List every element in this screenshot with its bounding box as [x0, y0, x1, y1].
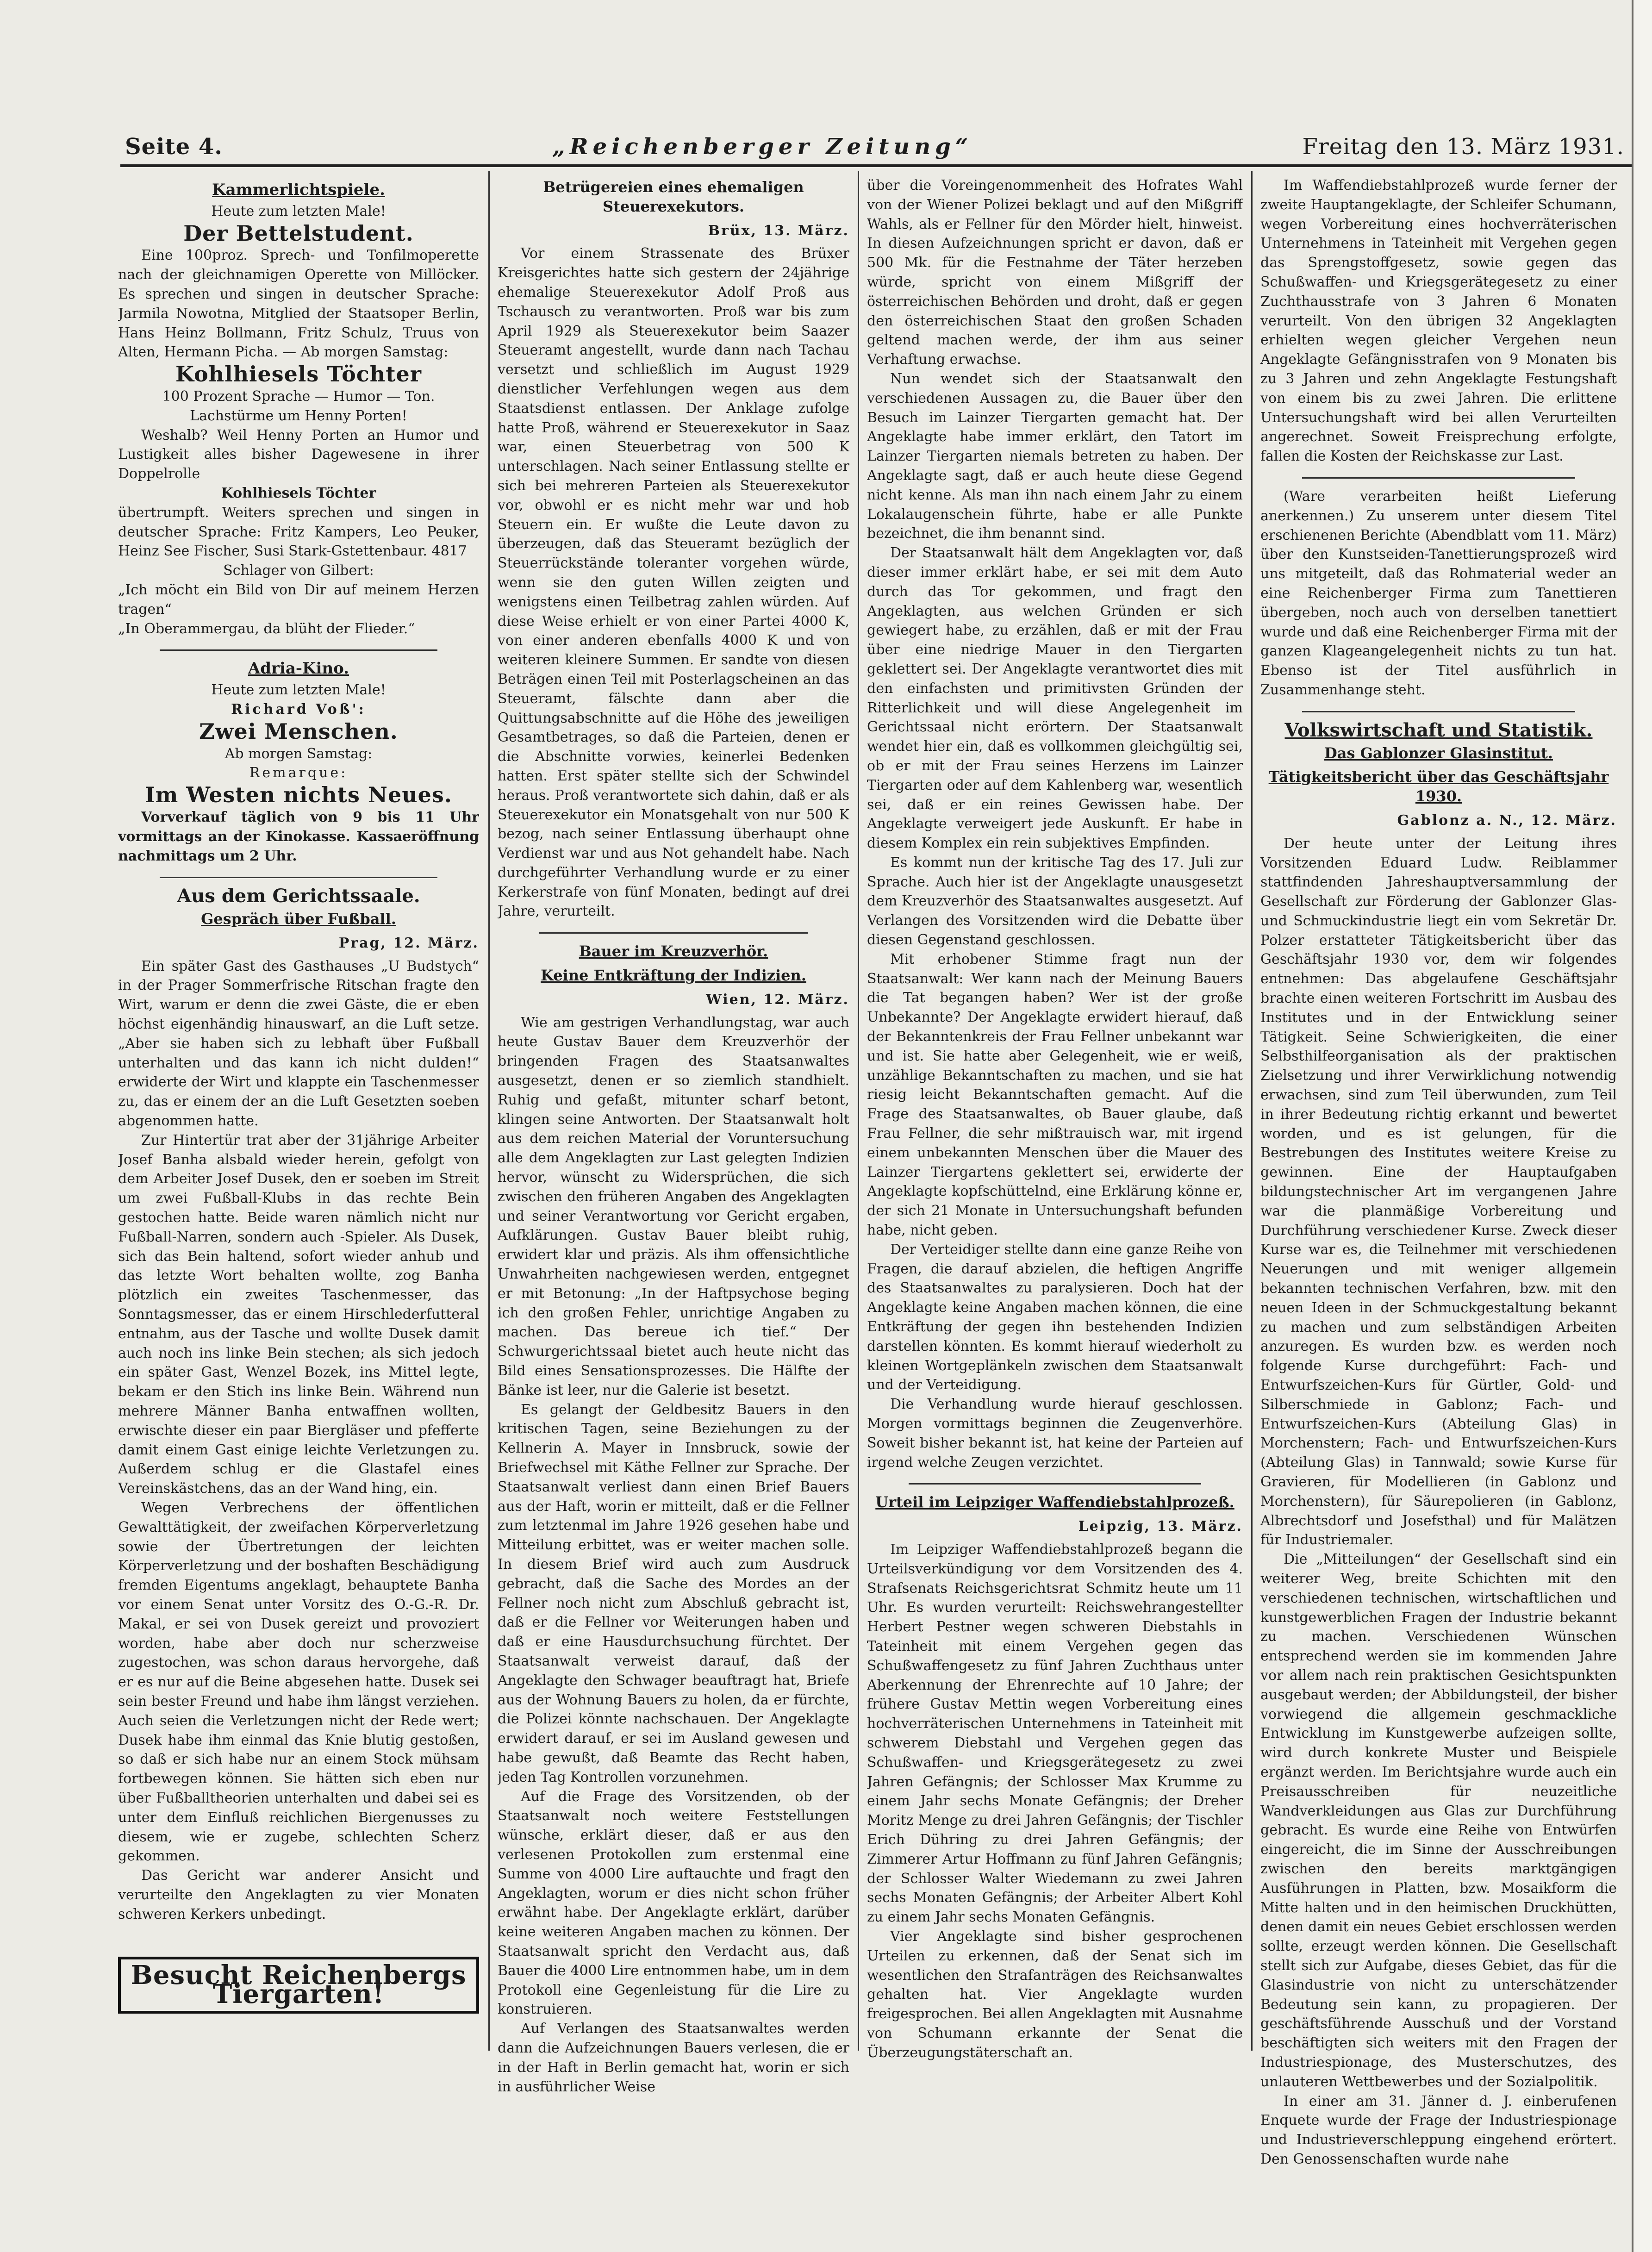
separator: [160, 877, 437, 878]
article-paragraph: Der Verteidiger stellte dann eine ganze Reihe von Fragen, die darauf abzielen, die heftigen Angriffe des Staatsanwaltes zu paralysieren. Doch hat der Angeklagte keine Angaben machen können, die eine Entkräftung der gegen ihn bestehenden Indizien darstellen könnten. Es kommt hierauf wiederholt zu kleinen Wortgeplänkeln zwischen dem Staatsanwalt und der Verteidigung.: [867, 1241, 1243, 1393]
column-divider: [858, 171, 859, 2051]
film-author: Remarque:: [249, 765, 348, 781]
article-paragraph: Es gelangt der Geldbesitz Bauers in den kritischen Tagen, seine Beziehungen zu der Kellnerin A. Mayer in Innsbruck, sowie der Briefwechsel mit Käthe Fellner zur Sprache. Der Staatsanwalt verliest dann einen Brief Bauers aus der Haft, worin er mitteilt, daß er die Fellner zum letztenmal im Jahre 1926 gesehen habe und Mitteilung erbittet, was er weiter machen solle. In diesem Brief wird auch zum Ausdruck gebracht, daß die Sache des Mordes an der Fellner noch nicht zum Abschluß gebracht ist, daß er die Fellner vor Weiterungen haben und daß er eine Hausdurchsuchung fürchtet. Der Staatsanwalt verweist darauf, daß der Angeklagte den Schwager beauftragt hat, Briefe aus der Wohnung Bauers zu holen, da er fürchte, die Polizei könnte nachschauen. Der Angeklagte erwidert darauf, er sei im Ausland gewesen und habe gewußt, daß Beamte das Recht haben, jeden Tag Kontrollen vorzunehmen.: [498, 1401, 849, 1785]
article-paragraph: Wegen Verbrechens der öffentlichen Gewalttätigkeit, der zweifachen Körperverletzung sowie der Übertretungen der leichten Körperverletzung und der boshaften Beschädigung fremden Eigentums angeklagt, behauptete Banha vor einem Senat unter Vorsitz des O.-G.-R. Dr. Makal, er sei von Dusek gereizt und provoziert worden, habe aber doch nur scherzweise zugestochen, was schon daraus hervorgehe, daß er es nur auf die Beine abgesehen hatte. Dusek sei sein bester Freund und habe ihm längst verziehen. Auch seien die Verletzungen nicht der Rede wert; Dusek habe ihm einmal das Knie blutig gestoßen, so daß er sich habe nur an einem Stock mühsam fortbewegen können. Sie hätten sich eben nur über Fußballtheorien unterhalten und dabei sei es unter dem Einfluß reichlichen Biergenusses zu diesem, wie er zugebe, schlechten Scherz gekommen.: [118, 1500, 479, 1865]
article-paragraph: Die „Mitteilungen“ der Gesellschaft sind ein weiterer Weg, breite Schichten mit den verschiedenen technischen, wirtschaftlichen und kunstgewerblichen Fragen der Industrie bekannt zu machen. Verschiedenen Wünschen entsprechend werden sie im kommenden Jahre vor allem nach rein praktischen Gesichtspunkten ausgebaut werden; der Abbildungsteil, der bisher vorwiegend die allgemein geschmackliche Entwicklung im Kunstgewerbe aufzeigen sollte, wird durch konkrete Muster und Beispiele ergänzt werden. Im Berichtsjahre wurde auch ein Preisausschreiben für neuzeitliche Wandverkleidungen aus Glas zur Durchführung gebracht. Es wurde eine Reihe von Entwürfen eingereicht, die im Sinne der Ausschreibungen zwischen den bereits marktgängigen Ausführungen in Platten, bzw. Mosaikform die Mitte halten und in den heimischen Druckhütten, denen damit ein neues Gebiet erschlossen werden sollte, erzeugt werden können. Die Gesellschaft stellt sich zur Aufgabe, dieses Gebiet, das für die Glasindustrie von nicht zu unterschätzender Bedeutung sein kann, zu propagieren. Der geschäftsführende Ausschuß und der Vorstand beschäftigten sich weiters mit den Fragen der Industriespionage, des Musterschutzes, des unlauteren Wettbewerbes und der Sozialpolitik.: [1260, 1551, 1617, 2090]
film-title: Kohlhiesels Töchter: [175, 362, 422, 387]
article-paragraph: Vier Angeklagte sind bisher gesprochenen Urteilen zu erkennen, daß der Senat sich im wesentlichen den Strafanträgen des Reichsanwaltes gehalten hat. Vier Angeklagte wurden freigesprochen. Bei allen Angeklagten mit Ausnahme von Schumann erkannte der Senat die Überzeugungstäterschaft an.: [867, 1928, 1243, 2061]
article-paragraph: Wie am gestrigen Verhandlungstag, war auch heute Gustav Bauer dem Kreuzverhör der bringenden Fragen des Staatsanwaltes ausgesetzt, denen er so ziemlich standhielt. Ruhig und gefaßt, mitunter scharf betont, klingen seine Antworten. Der Staatsanwalt holt aus dem reichen Material der Voruntersuchung alle dem Angeklagten zur Last gelegten Indizien hervor, wünscht zu Widersprüchen, die sich zwischen den früheren Angaben des Angeklagten und seiner Verantwortung vor Gericht ergaben, Aufklärungen. Gustav Bauer bleibt ruhig, erwidert klar und präzis. Als ihm offensichtliche Unwahrheiten nachgewiesen werden, entgegnet er mit Betonung: „In der Haftpsychose beging ich den großen Fehler, unrichtige Angaben zu machen. Das bereue ich tief.“ Der Schwurgerichtssaal bietet auch heute nicht das Bild eines Sensationsprozesses. Die Hälfte der Bänke ist leer, nur die Galerie ist besetzt.: [498, 1014, 849, 1398]
article-dateline: Brüx, 13. März.: [708, 222, 849, 239]
column-divider: [488, 171, 490, 2051]
issue-date: Freitag den 13. März 1931.: [1302, 134, 1624, 160]
article-paragraph: Im Waffendiebstahlprozeß wurde ferner der zweite Hauptangeklagte, der Schleifer Schumann, wegen Vorbereitung eines hochverräterischen Unternehmens in Tateinheit mit Vergehen gegen das Sprengstoffgesetz, sowie gegen das Schußwaffen- und Kriegsgerätegesetz zu einer Zuchthausstrafe von 3 Jahren 6 Monaten verurteilt. Von den übrigen 32 Angeklagten erhielten wegen gleicher Vergehen neun Angeklagte Gefängnisstrafen von 9 Monaten bis zu 3 Jahren und zehn Angeklagte Festungshaft von einem bis zu zwei Jahren. Die erlittene Untersuchungshaft wird bei allen Verurteilten angerechnet. Soweit Freisprechung erfolgte, fallen die Kosten der Reichskasse zur Last.: [1260, 177, 1617, 465]
article-heading: Urteil im Leipziger Waffendiebstahlprozeß.: [875, 1493, 1234, 1511]
separator: [909, 1483, 1201, 1485]
separator: [1302, 477, 1575, 479]
column-2: [498, 176, 849, 2166]
ad-code: 4817: [431, 543, 467, 560]
separator: [1302, 711, 1575, 712]
column-3: [867, 176, 1243, 2166]
article-subheading: Tätigkeitsbericht über das Geschäftsjahr 1930.: [1268, 768, 1609, 805]
article-heading: Betrügereien eines ehemaligen Steuerexekutors.: [543, 178, 804, 215]
page-header: [125, 127, 1624, 160]
film-author: Richard Voß':: [231, 701, 366, 717]
film-slogan: Lachstürme um Henny Porten!: [190, 407, 407, 424]
article-paragraph: Nun wendet sich der Staatsanwalt den verschiedenen Aussagen zu, die Bauer über den Besuch im Lainzer Tiergarten gemacht hat. Der Angeklagte habe immer erklärt, den Tatort im Lainzer Tiergarten niemals betreten zu haben. Der Angeklagte sagt, daß er auch heute diese Gegend nicht kenne. Als man ihn nach einem Jahr zu einem Lokalaugenschein führte, habe er alle Punkte bezeichnet, die ihm benannt sind.: [867, 370, 1243, 542]
page-number: Seite 4.: [125, 134, 223, 160]
article-dateline: Wien, 12. März.: [706, 991, 849, 1008]
article-dateline: Gablonz a. N., 12. März.: [1397, 812, 1617, 829]
column-4: [1260, 176, 1617, 2166]
article-paragraph: Zur Hintertür trat aber der 31jährige Arbeiter Josef Banha alsbald wieder herein, gefolgt von dem Arbeiter Josef Dusek, den er soeben im Streit um zwei Fußball-Klubs in das rechte Bein gestochen hatte. Beide waren nämlich nicht nur Fußball-Narren, sondern auch -Spieler. Als Dusek, sich das Bein haltend, sofort wieder anhub und das letzte Wort behalten wollte, zog Banha plötzlich ein zweites Taschenmesser, das Sonntagsmesser, das er einem Hirschlederfutteral entnahm, aus der Tasche und wollte Dusek damit auch noch ins linke Bein stechen; als sich jedoch ein später Gast, Wenzel Bozek, ins Mittel legte, bekam er den Stich ins linke Bein. Während nun mehrere Männer Banha entwaffnen wollten, erwischte dieser ein paar Biergläser und pfefferte damit einem Gast einige leichte Verletzungen zu. Außerdem schlug er die Glastafel eines Vereinskästchens, das an der Wand hing, ein.: [118, 1132, 479, 1497]
article-paragraph: Das Gericht war anderer Ansicht und verurteilte den Angeklagten zu vier Monaten schweren Kerkers unbedingt.: [118, 1867, 479, 1922]
article-paragraph: Es kommt nun der kritische Tag des 17. Juli zur Sprache. Auch hier ist der Angeklagte unausgesetzt dem Kreuzverhör des Staatsanwaltes ausgesetzt. Auf Verlangen des Vorsitzenden wird die Debatte über diesen Gegenstand geschlossen.: [867, 854, 1243, 948]
film-title-inline: Kohlhiesels Töchter: [221, 485, 376, 501]
article-paragraph: Der heute unter der Leitung ihres Vorsitzenden Eduard Ludw. Reiblammer stattfindenden Jahreshauptversammlung der Gesellschaft zur Förderung der Gablonzer Glas- und Schmuckindustrie liegt ein vom Sekretär Dr. Polzer erstatteter Tätigkeitsbericht über das Geschäftsjahr 1930 vor, dem wir folgendes entnehmen: Das abgelaufene Geschäftsjahr brachte einen weiteren Fortschritt im Ausbau des Institutes und in der Entwicklung seiner Tätigkeit. Seine Schwierigkeiten, die einer Selbsthilfeorganisation als der praktischen Zielsetzung und ihrer Verwirklichung notwendig erwachsen, sind zum Teil überwunden, zum Teil in ihrer Bedeutung richtig erkannt und bewertet worden, und es ist gelungen, für die Bestrebungen des Institutes weitere Kreise zu gewinnen. Eine der Hauptaufgaben bildungstechnischer Art im vergangenen Jahre war die planmäßige Vorbereitung und Durchführung verschiedener Kurse. Zweck dieser Kurse war es, die Teilnehmer mit verschiedenen Neuerungen und mit weniger allgemein bekannten technischen Verfahren, bzw. mit den neuen Ideen in der Schmuckgestaltung bekannt zu machen und zum selbständigen Arbeiten anzuregen. Es wurden bzw. es werden noch folgende Kurse durchgeführt: Fach- und Entwurfszeichen-Kurs für Gürtler, Gold- und Silberschmiede in Gablonz; Fach- und Entwurfszeichen-Kurs (Abteilung Glas) in Morchenstern; Fach- und Entwurfszeichen-Kurs (Abteilung Glas) in Tannwald; sowie Kurse für Gravieren, für Modellieren (in Gablonz und Morchenstern), für Säurepolieren (in Gablonz, Albrechtsdorf und Josefsthal) und für Malätzen für Industriemaler.: [1260, 835, 1617, 1548]
cinema-notice: Ab morgen Samstag:: [224, 745, 373, 762]
header-rule: [120, 164, 1633, 167]
cinema-description: Weshalb? Weil Henny Porten an Humor und Lustigkeit alles bisher Dagewesene in ihrer Doppelrolle: [118, 427, 479, 482]
film-title: Im Westen nichts Neues.: [145, 782, 452, 808]
article-paragraph: Vor einem Strassenate des Brüxer Kreisgerichtes hatte sich gestern der 24jährige ehemalige Steuerexekutor Adolf Proß aus Tschausch zu verantworten. Proß war bis zum April 1929 als Steuerexekutor beim Saazer Steueramt angestellt, wurde dann nach Tachau versetzt und schließlich im August 1929 dienstlicher Verfehlungen wegen aus dem Staatsdienst entlassen. Der Anklage zufolge hatte Proß, während er Steuerexekutor in Saaz war, einen Steuerbetrag von 500 K unterschlagen. Nach seiner Entlassung stellte er sich bei mehreren Parteien als Steuerexekutor vor, obwohl er es nicht mehr war und hob Steuern ein. Er wußte die Leute davon zu überzeugen, daß das Steueramt bezüglich der Steuerrückstände toleranter vorgehen würde, wenn sie den guten Willen zeigten und wenigstens einen Teilbetrag zahlen würden. Auf diese Weise erhielt er von einer Partei 4000 K, von einer anderen ebenfalls 4000 K und von weiteren kleinere Summen. Er sandte von diesen Beträgen einen Teil mit Posterlagscheinen an das Steueramt, fälschte dann aber die Quittungsabschnitte auf die Höhe des jeweiligen Gesamtbetrages, so daß die Parteien, denen er die Abschnitte vorwies, keinerlei Bedenken hatten. Erst später stellte sich der Schwindel heraus. Proß verantwortete sich dahin, daß er als Steuerexekutor ein Monatsgehalt von nur 500 K bezog, nach seiner Entlassung überhaupt ohne Verdienst war und aus Not gehandelt habe. Nach durchgeführter Verhandlung wurde er zu einer Kerkerstrafe von fünf Monaten, bedingt auf drei Jahre, verurteilt.: [498, 245, 849, 920]
article-paragraph: Der Staatsanwalt hält dem Angeklagten vor, daß dieser immer erklärt habe, er sei mit dem Auto durch das Tor gekommen, und fragt den Angeklagten, aus welchen Gründen er sich gewiegert habe, zu erzählen, daß er mit der Frau über eine niedrige Mauer in den Tiergarten geklettert sei. Der Angeklagte verantwortet dies mit den einfachsten und primitivsten Gründen der Ritterlichkeit und will diese Angelegenheit im Gerichtssaal nicht erörtern. Der Staatsanwalt wendet hier ein, daß es vollkommen gleichgültig sei, ob er mit der Frau seines Herzens im Lainzer Tiergarten oder auf dem Kahlenberg war, wesentlich sei, daß er ein reines Gewissen habe. Der Angeklagte verweigert jede Auskunft. Er habe in diesem Komplex ein rein subjektives Empfinden.: [867, 545, 1243, 852]
article-dateline: Prag, 12. März.: [338, 935, 479, 951]
advertisement-box: Besucht Reichenbergs Tiergarten!: [118, 1957, 479, 2014]
cinema-description: übertrumpft. Weiters sprechen und singen in deutscher Sprache: Fritz Kampers, Leo Peuker, Heinz See Fischer, Susi Stark-Gstettenbaur. 4817: [118, 504, 479, 560]
section-heading: Aus dem Gerichtssaale.: [177, 885, 420, 907]
separator: [160, 649, 437, 651]
cinema-description: Eine 100proz. Sprech- und Tonfilmoperette nach der gleichnamigen Operette von Millöcker. Es sprechen und singen in deutscher Sprache: Jarmila Nowotna, Mitglied der Staatsoper Berlin, Hans Heinz Bollmann, Fritz Schulz, Truus von Alten, Hermann Picha. — Ab morgen Samstag:: [118, 247, 479, 361]
cinema-heading: Kammerlichtspiele.: [212, 181, 385, 199]
notice-paragraph: (Ware verarbeiten heißt Lieferung anerkennen.) Zu unserem unter diesem Titel erschienenen Berichte (Abendblatt vom 11. März) über den Kunstseiden-Tanettierungsprozeß wird uns mitgeteilt, daß das Rohmaterial weder an eine Reichenberger Firma zum Tanettieren übergeben, noch auch von derselben tanettiert wurde und daß eine Reichenberger Firma mit der ganzen Klageangelegenheit nichts zu tun hat. Ebenso ist der Titel ausführlich in Zusammenhange steht.: [1260, 488, 1617, 698]
article-paragraph: Ein später Gast des Gasthauses „U Budstych“ in der Prager Sommerfrische Ritschan fragte den Wirt, warum er denn die zwei Gäste, die er eben höchst eigenhändig hinauswarf, an die Luft setze. „Aber sie haben sich zu lebhaft über Fußball unterhalten und das kann ich nicht dulden!“ erwiderte der Wirt und klappte ein Taschenmesser zu, das er einem der an die Luft Gesetzten soeben abgenommen hatte.: [118, 958, 479, 1129]
article-paragraph: Die Verhandlung wurde hierauf geschlossen. Morgen vormittags beginnen die Zeugenverhöre. Soweit bisher bekannt ist, hat keine der Parteien auf irgend welche Zeugen verzichtet.: [867, 1396, 1243, 1471]
separator: [539, 932, 808, 934]
film-tagline: 100 Prozent Sprache — Humor — Ton.: [162, 388, 435, 405]
article-paragraph: Mit erhobener Stimme fragt nun der Staatsanwalt: Wer kann nach der Meinung Bauers die Tat begangen haben? Wer ist der große Unbekannte? Der Angeklagte erwidert hierauf, daß der Bekanntenkreis der Frau Fellner unbekannt war und ist. Sie hatte aber Gelegenheit, wie er weiß, unzählige Bekanntschaften zu machen, und sie hat riesig leicht Bekanntschaften gemacht. Auf die Frage des Staatsanwaltes, ob Bauer glaube, daß Frau Fellner, die sehr mißtrauisch war, mit irgend einem unbekannten Menschen über die Mauer des Lainzer Tiergartens geklettert sei, erwiderte der Angeklagte kopfschüttelnd, eine Erklärung könne er, der sich 21 Monate in Untersuchungshaft befunden habe, nicht geben.: [867, 951, 1243, 1239]
article-paragraph: Auf die Frage des Vorsitzenden, ob der Staatsanwalt noch weitere Feststellungen wünsche, erklärt dieser, daß er aus den verlesenen Protokollen zum erstenmal eine Summe von 4000 Lire auftauchte und fragt den Angeklagten, worum er dies nicht schon früher erwähnt habe. Der Angeklagte erklärt, darüber keine weiteren Angaben machen zu können. Der Staatsanwalt spricht den Verdacht aus, daß Bauer die 4000 Lire entnommen habe, um in dem Protokoll eine Gegenleistung für die Lire zu konstruieren.: [498, 1788, 849, 2018]
article-dateline: Leipzig, 13. März.: [1078, 1518, 1243, 1535]
film-title: Zwei Menschen.: [199, 718, 398, 744]
article-paragraph: Auf Verlangen des Staatsanwaltes werden dann die Aufzeichnungen Bauers verlesen, die er in der Haft in Berlin gemacht hat, worin er sich in ausführlicher Weise: [498, 2021, 849, 2095]
presale-info: Vorverkauf täglich von 9 bis 11 Uhr vormittags an der Kinokasse. Kassaeröffnung nachmittags um 2 Uhr.: [118, 809, 479, 864]
column-1: [118, 176, 479, 2166]
song-label: Schlager von Gilbert:: [223, 562, 374, 579]
article-subheading: Gespräch über Fußball.: [201, 910, 396, 928]
article-subheading: Keine Entkräftung der Indizien.: [541, 967, 806, 985]
article-paragraph: In einer am 31. Jänner d. J. einberufenen Enquete wurde der Frage der Industriespionage und Industrieverschleppung eingehend erörtert. Den Genossenschaften wurde nahe: [1260, 2093, 1617, 2166]
article-paragraph: über die Voreingenommenheit des Hofrates Wahl von der Wiener Polizei beklagt und auf den Mißgriff Wahls, als er Fellner für den Mörder hielt, hinweist. In diesen Aufzeichnungen spricht er davon, daß er 500 Mk. für die Festnahme der Täter herzeben würde, spricht von einem Mißgriff der österreichischen Behörden und droht, daß er gegen den österreichischen Staat den großen Schaden geltend machen werde, der ihm aus seiner Verhaftung erwachse.: [867, 177, 1243, 368]
cinema-heading: Adria-Kino.: [248, 659, 349, 678]
article-heading: Das Gablonzer Glasinstitut.: [1324, 744, 1553, 762]
film-title: Der Bettelstudent.: [183, 220, 414, 246]
page-edge: [1632, 0, 1652, 2252]
column-divider: [1251, 171, 1253, 2051]
song-title: „In Oberammergau, da blüht der Flieder.“: [118, 620, 415, 637]
cinema-notice: Heute zum letzten Male!: [211, 203, 386, 219]
cinema-notice: Heute zum letzten Male!: [211, 682, 386, 699]
article-heading: Bauer im Kreuzverhör.: [579, 942, 768, 961]
section-heading: Volkswirtschaft und Statistik.: [1284, 719, 1593, 741]
article-paragraph: Im Leipziger Waffendiebstahlprozeß begann die Urteilsverkündigung vor dem Vorsitzenden des 4. Strafsenats Reichsgerichtsrat Schmitz heute um 11 Uhr. Es wurden verurteilt: Reichswehrangestellter Herbert Pestner wegen schweren Diebstahls in Tateinheit mit einem Vergehen gegen das Schußwaffengesetz zu fünf Jahren Zuchthaus unter Aberkennung der Ehrenrechte auf 10 Jahre; der frühere Gustav Mettin wegen Vorbereitung eines hochverräterischen Unternehmens in Tateinheit mit schwerem Diebstahl und Vergehen gegen das Schußwaffen- und Kriegsgerätegesetz zu zwei Jahren Gefängnis; der Schlosser Max Krumme zu einem Jahr sechs Monate Gefängnis; der Dreher Moritz Menge zu drei Jahren Gefängnis; der Tischler Erich Dühring zu drei Jahren Gefängnis; der Zimmerer Artur Hoffmann zu fünf Jahren Gefängnis; der Schlosser Walter Wiedemann zu zwei Jahren sechs Monaten Gefängnis; der Arbeiter Albert Kohl zu einem Jahr sechs Monaten Gefängnis.: [867, 1541, 1243, 1926]
song-title: „Ich möcht ein Bild von Dir auf meinem Herzen tragen“: [118, 581, 479, 618]
newspaper-title: „Reichenberger Zeitung“: [552, 134, 973, 160]
